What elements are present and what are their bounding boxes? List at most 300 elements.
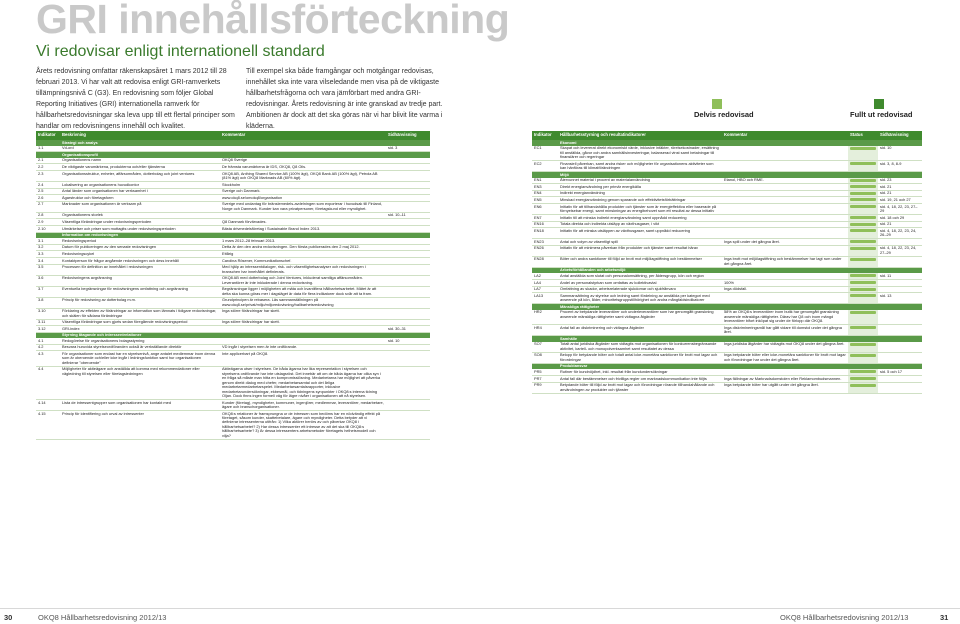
table-cell: 2.6 [36, 195, 60, 202]
table-cell: 3.10 [36, 308, 60, 319]
table-cell: Samhälle [558, 336, 722, 342]
table-row [532, 190, 922, 197]
status-cell [848, 190, 878, 197]
table-row [36, 164, 430, 171]
table-cell: EN28 [532, 256, 558, 267]
table-cell: 3.11 [36, 319, 60, 326]
table-cell: Detta är den den andra redovisningen. Den första publicerades den 2 maj 2012. [220, 244, 386, 251]
table-cell: EN1 [532, 178, 558, 184]
table-cell: LA7 [532, 286, 558, 293]
table-cell: Inga diskrimineringsmål har gått vidare till domstol under det gångna året. [722, 325, 848, 336]
table-row [532, 197, 922, 204]
table-cell: 3.6 [36, 275, 60, 286]
table-cell: Initiativ för att minimera påverkan från produkter och tjänster samt resultat härav [558, 245, 722, 256]
table-cell: Miljö [558, 172, 722, 178]
status-cell [848, 310, 878, 325]
status-indicator-bar [850, 384, 876, 387]
table-row [36, 251, 430, 258]
table-cell [386, 257, 430, 264]
table-cell [386, 188, 430, 195]
table-cell: 4.3 [36, 351, 60, 366]
table-cell: Eventuella begränsningar för redovisningens omfattning och avgränsning [60, 286, 220, 297]
table-row [532, 352, 922, 363]
table-cell [878, 239, 922, 246]
table-cell: Initiativ för att minska utsläppen av växthusgaser, samt uppnådd reducering [558, 228, 722, 239]
table-cell: Q8 Danmark förvärvades. [220, 219, 386, 226]
table-row [36, 212, 430, 219]
legend-full-swatch [874, 99, 884, 109]
table-cell [386, 170, 430, 181]
table-cell: HR4 [532, 325, 558, 336]
table-cell: Redovisningens avgränsning [60, 275, 220, 286]
table-cell: Arbetsförhållanden och arbetsmiljö [558, 267, 722, 273]
table-row [36, 366, 430, 399]
table-cell: Utmärkelser och priser som mottagits under redovisningsperioden [60, 225, 220, 232]
gri-index-table-left [36, 131, 430, 440]
table-cell: PR7 [532, 375, 558, 382]
status-cell [848, 146, 878, 161]
table-cell: Lista de intressentgrupper som organisationen har kontakt med [60, 399, 220, 410]
table-cell [722, 293, 848, 304]
table-cell: Antal fall av diskriminering och vidtagna åtgärder [558, 325, 722, 336]
table-cell: EN18 [532, 228, 558, 239]
table-cell: 3.3 [36, 251, 60, 258]
table-cell: Inga brott mot miljölagstiftning och bestämmelser har lagt rum under det gångna året. [722, 256, 848, 267]
table-cell [386, 219, 430, 226]
table-cell: Besvara huruvida styrelseordföranden också är verkställande direktör [60, 344, 220, 351]
table-cell: Mänskliga rättigheter [558, 304, 722, 310]
table-cell [386, 366, 430, 399]
table-cell: 2.9 [36, 219, 60, 226]
table-cell: Begränsningar ligger i möjligheten att mäta och kvantifiera hållbarhetsarbetet. Mätet är att detta ska kunna göras mer i dagsläget är data för flera indikatorer dock svår att ta fram. [220, 286, 386, 297]
status-cell [848, 184, 878, 191]
table-row [532, 279, 922, 286]
status-indicator-bar [850, 294, 876, 297]
status-indicator-bar [850, 179, 876, 182]
table-row [36, 264, 430, 275]
table-row [532, 325, 922, 336]
table-cell: OKQ8 AB, Anthing Shared Service AB (100% ägt), OKQ8 Bank AB (100% ägt), Petrola AB (81% ägt) och OKQ8 Marknads AB (60% ägt). [220, 170, 386, 181]
table-cell: Princip för identifiering och urval av intressenter [60, 410, 220, 439]
table-cell: Initiativ för att tillhandahålla produkter och tjänster som är energieffektiva eller baserade på förnyelsebar energi, samt minskningar av energibehovet som ett resultat av dessa initiativ [558, 203, 722, 214]
table-cell [386, 399, 430, 410]
table-cell [386, 244, 430, 251]
table-cell: Carolina Rösener, Kommunikationschef. [220, 257, 386, 264]
status-indicator-bar [850, 281, 876, 284]
table-cell: De viktigaste varumärkena, produkterna och/eller tjänsterna [60, 164, 220, 171]
status-cell [848, 352, 878, 363]
legend-partial-label: Delvis redovisad [694, 110, 754, 119]
table-cell: Antal länder som organisationen har verksamhet i [60, 188, 220, 195]
table-cell: PR9 [532, 382, 558, 393]
status-indicator-bar [850, 354, 876, 357]
table-row [532, 161, 922, 172]
table-cell: Ettårig [220, 251, 386, 258]
table-cell: Sverige och Danmark. [220, 188, 386, 195]
table-cell [722, 190, 848, 197]
intro-paragraph-right: Till exempel ska både framgångar och motgångar redovisas, innehållet ska inte vara vilseledande men visa på de viktigaste hållbarhetsfrågorna och vara jämförbart med andra GRI-redovisningar. Årets redovisning är inte granskad av tredje part. Ambitionen är dock att det ska göras när vi har blivit lite varma i kläderna. [246, 68, 443, 130]
table-cell: Etanol, HBO och RME. [722, 178, 848, 184]
table-row [532, 146, 922, 161]
table-cell: EN7 [532, 214, 558, 221]
status-indicator-bar [850, 288, 876, 291]
status-cell [848, 245, 878, 256]
table-cell: Princip för redovisning av dotterbolag m.m. [60, 297, 220, 308]
table-cell [878, 256, 922, 267]
table-row [532, 342, 922, 353]
table-cell: 3.4 [36, 257, 60, 264]
table-cell: Andel av personalstyrkan som omfattas av kollektivavtal [558, 279, 722, 286]
table-cell: Kontaktperson för frågor angående redovisningen och dess innehåll [60, 257, 220, 264]
table-cell: Rutiner för kundnöjdhet, inkl. resultat från kundundersökningar [558, 369, 722, 375]
page-number-right: 31 [940, 613, 949, 622]
table-cell: Aktieägarna utser i styrelsen. De båda ägarna har lika representation i styrelsen och styrelsens ordförande har inte utslagsröst. Det innebär att om de båda ägarna har olika syn i en fråga så måste man hitta en kompromisslösning. Medarbetarna har möjlighet att påverka genom direkt dialog med chefer, medarbetarsamtal och det årliga medarbetarmedarbetarspelet. Medarbetarsamtalsrapporter, inklusive medarbetarundersökningar, ekbesmål, och tidningens synpunkter i OKQ8:s interna tidning Oljan. Dock finns ingen formell väg för lägre nivåer i organisationen att nå styrelsen. [220, 366, 386, 399]
table-cell: 2.1 [36, 158, 60, 164]
table-cell: SO7 [532, 342, 558, 353]
table-cell [722, 245, 848, 256]
table-row [36, 244, 430, 251]
table-cell: De främsta varumärkena är IDS, OKQ8, Q8 Oils. [220, 164, 386, 171]
table-cell: sid. 21 [878, 221, 922, 228]
table-cell [386, 344, 430, 351]
table-cell: sid. 4, 18, 22, 23, 24, 26–29 [878, 228, 922, 239]
table-cell: sid. 13 [878, 293, 922, 304]
table-cell: Marknader som organisationen är verksam på [60, 201, 220, 212]
table-cell: EN26 [532, 245, 558, 256]
table-cell [722, 221, 848, 228]
status-indicator-bar [850, 198, 876, 201]
table-cell: VD ingår i styrelsen men är inte ordförande. [220, 344, 386, 351]
intro-paragraph-left: Årets redovisning omfattar räkenskapsåret 1 mars 2012 till 28 februari 2013. Vi har valt att redovisa enligt GRI-ramverkets tillämpningsnivå C (G3). En redovisning som följer Global Reporting Initiatives (GRI) internationella ramverk för hållbarhetsredovisningar ska leva upp till ett flertal principer som handlar om redovisningens innehåll och kvalitet. [36, 68, 235, 130]
column-header: Sidhänvisning [386, 131, 430, 140]
status-cell [848, 214, 878, 221]
table-cell [722, 197, 848, 204]
table-row [532, 310, 922, 325]
table-cell: sid. 4, 18, 22, 23, 27–29 [878, 203, 922, 214]
status-indicator-bar [850, 274, 876, 277]
page-title: GRI innehållsförteckning [36, 0, 510, 42]
status-indicator-bar [850, 377, 876, 380]
table-row [36, 257, 430, 264]
status-indicator-bar [850, 229, 876, 232]
status-cell [848, 382, 878, 393]
table-cell: HR2 [532, 310, 558, 325]
table-row [532, 286, 922, 293]
table-cell [386, 164, 430, 171]
table-cell: sid. 10 [878, 146, 922, 161]
column-header: Hållbarhetsstyrning och resultatindikatorer [558, 131, 722, 140]
table-cell: OKQ8 Sverige [220, 158, 386, 164]
status-cell [848, 161, 878, 172]
table-row [532, 256, 922, 267]
table-cell: Skapat och levererat direkt ekonomiskt värde, inklusive intäkter, rörelsekostnader, ersättning till anställda, gåvor och andra samhällsinvesteringar, balanserad vinst samt betalningar till finansiärer och regeringar [558, 146, 722, 161]
table-row [36, 344, 430, 351]
table-cell [878, 310, 922, 325]
table-cell [878, 375, 922, 382]
table-header-row [532, 131, 922, 140]
table-cell: För organisationer som endast har en styrelsenivå, ange antalet medlemmar inom denna som är oberoende och/eller icke ingår i ledningsfunktion samt hur organisationen definierar "oberoende" [60, 351, 220, 366]
status-indicator-bar [850, 240, 876, 243]
table-cell: Finansiell påverkan, samt andra risker och möjligheter för organisationens aktiviteter som kan hänföras till klimatförändringen [558, 161, 722, 172]
table-cell [386, 225, 430, 232]
table-cell: Inga fällningar av Marknadsdomstolen eller Reklamombudsmannen. [722, 375, 848, 382]
table-row [36, 181, 430, 188]
table-cell: Belopp för betydande böter och totalt antal icke-monetära sanktioner för brott mot lagar och förordningar [558, 352, 722, 363]
status-indicator-bar [850, 162, 876, 165]
column-header: Status [848, 131, 878, 140]
column-header: Kommentar [722, 131, 848, 140]
status-indicator-bar [850, 247, 876, 250]
table-cell: EN16 [532, 221, 558, 228]
table-cell: Betydande böter till följd av brott mot lagar och förordningar rörande tillhandahållande och användningen av produkter och tjänster [558, 382, 722, 393]
table-cell: Totala direkta och indirekta utsläpp av växthusgaser, i vikt [558, 221, 722, 228]
table-cell: Styrning åtagande och intressentrelationer [60, 332, 220, 338]
table-cell: Inga dödsfall. [722, 286, 848, 293]
table-cell [722, 161, 848, 172]
table-cell: sid. 18 och 29 [878, 214, 922, 221]
table-cell: Stockholm [220, 181, 386, 188]
table-row [36, 297, 430, 308]
table-cell: Inte applicerbart på OKQ8. [220, 351, 386, 366]
footer-text-right: OKQ8 Hållbarhetsredovisning 2012/13 [780, 613, 909, 622]
page-number-left: 30 [4, 613, 13, 622]
table-cell: EN3 [532, 184, 558, 191]
column-header: Indikator [36, 131, 60, 140]
table-cell: Inga spill under det gångna året. [722, 239, 848, 246]
table-cell: Antal fall där bestämmelser och frivilliga regler om marknadskommunikation inte följts [558, 375, 722, 382]
status-cell [848, 197, 878, 204]
table-cell: 100% [722, 279, 848, 286]
status-cell [848, 325, 878, 336]
table-cell: Organisationens namn [60, 158, 220, 164]
column-header: Beskrivning [60, 131, 220, 140]
table-cell: Sverige med undantag för bränslemedels-avdelningen som exporterar i huvudsak till Finland, Norge och Danmark. Kunder kan vara privatpersoner, företagskund eller myndighet. [220, 201, 386, 212]
table-cell [722, 203, 848, 214]
table-row [36, 399, 430, 410]
table-cell: Direkt energianvändning per primär energikälla [558, 184, 722, 191]
table-cell: OKQ8 AB med dotterbolag och Joint Ventures, inkluderat samtliga affärsområden. Leverantörer är inte inkluderade i denna redovisning. [220, 275, 386, 286]
table-header-row [36, 131, 430, 140]
table-cell: 3.7 [36, 286, 60, 297]
table-cell: Ekonomi [558, 140, 722, 146]
table-row [36, 188, 430, 195]
table-cell: Lokalisering av organisationens huvudkontor [60, 181, 220, 188]
table-cell [878, 382, 922, 393]
table-cell: sid. 30–31 [386, 326, 430, 333]
table-row [36, 351, 430, 366]
status-indicator-bar [850, 258, 876, 261]
table-cell: sid. 10 [386, 338, 430, 344]
table-cell: Organisationsprofil [60, 152, 220, 158]
table-cell: 2.4 [36, 181, 60, 188]
table-cell: EN4 [532, 190, 558, 197]
page-subtitle: Vi redovisar enligt internationell standard [36, 43, 325, 60]
table-cell: LA4 [532, 279, 558, 286]
status-indicator-bar [850, 216, 876, 219]
table-cell: Vd-ord [60, 146, 220, 152]
table-cell: Inga större förändringar har skett. [220, 308, 386, 319]
table-cell: 1 mars 2012–28 februari 2013. [220, 238, 386, 244]
table-cell: 3.1 [36, 238, 60, 244]
table-row [36, 326, 430, 333]
table-cell: 2.7 [36, 201, 60, 212]
table-row [532, 293, 922, 304]
table-cell [386, 201, 430, 212]
table-cell [878, 352, 922, 363]
table-cell: 2.2 [36, 164, 60, 171]
table-row [532, 184, 922, 191]
table-cell: LA2 [532, 273, 558, 279]
status-indicator-bar [850, 205, 876, 208]
table-cell: Produktansvar [558, 363, 722, 369]
legend-full-label: Fullt ut redovisad [850, 110, 913, 119]
table-cell: Organisationens storlek [60, 212, 220, 219]
table-row [36, 201, 430, 212]
table-cell [386, 181, 430, 188]
table-cell: sid. 3, 8, 8-9 [878, 161, 922, 172]
table-cell: Procent av betydande leverantörer och underleverantörer som har genomgått granskning avseende mänskliga rättigheter samt vidtagna åtgärder [558, 310, 722, 325]
status-indicator-bar [850, 343, 876, 346]
table-cell: EN23 [532, 239, 558, 246]
table-cell [386, 351, 430, 366]
table-cell: Inga juridiska åtgärder har vidtagits mot OKQ8 under det gångna året. [722, 342, 848, 353]
table-cell: sid. 10–11 [386, 212, 430, 219]
table-cell: sid. 4, 18, 22, 23, 24, 27–29 [878, 245, 922, 256]
table-cell: EC2 [532, 161, 558, 172]
table-cell: sid. 3 [386, 146, 430, 152]
table-cell: sid. 21 [878, 184, 922, 191]
table-row [532, 221, 922, 228]
table-cell [386, 275, 430, 286]
status-cell [848, 239, 878, 246]
table-cell: Ägarstruktur och företagsform [60, 195, 220, 202]
table-cell: Återvunnet material i procent av materialanvändning [558, 178, 722, 184]
table-cell [386, 308, 430, 319]
table-cell: Redovisningsperiod [60, 238, 220, 244]
table-cell: Omfattning av skador, arbetsrelaterade sjukdomar och sjukfrånvaro [558, 286, 722, 293]
table-cell [878, 325, 922, 336]
status-indicator-bar [850, 185, 876, 188]
table-cell: Antal och volym av väsentligt spill [558, 239, 722, 246]
table-cell: 3.12 [36, 326, 60, 333]
status-cell [848, 342, 878, 353]
table-cell: 3.8 [36, 297, 60, 308]
table-cell: sid. 23 [878, 178, 922, 184]
table-cell: EN6 [532, 203, 558, 214]
status-cell [848, 286, 878, 293]
footer-text-left: OKQ8 Hållbarhetsredovisning 2012/13 [38, 613, 167, 622]
table-cell: Kunder (företag), myndigheter, kommuner, ingenjörer, medlemmar, leverantörer, medarbetare, ägare och branschorganisationer. [220, 399, 386, 410]
table-cell: Processen för definition av innehållet i redovisningen [60, 264, 220, 275]
status-cell [848, 375, 878, 382]
table-cell: sid. 11 [878, 273, 922, 279]
table-cell [386, 286, 430, 297]
status-cell [848, 279, 878, 286]
table-cell: Initiativ till att minska indirekt energianvändning samt uppnådd reducering [558, 214, 722, 221]
table-cell [386, 410, 430, 439]
table-cell: Med hjälp av intressentdialoger, risk- och väsentlighetsanalyser och redovisningen i branschen har innehållet definierats. [220, 264, 386, 275]
table-row [532, 228, 922, 239]
table-row [532, 214, 922, 221]
table-cell: Inga betydande böter eller icke-monetära sanktioner för brott mot lagar och förordningar har under det gångna året. [722, 352, 848, 363]
table-cell: EC1 [532, 146, 558, 161]
table-row [36, 275, 430, 286]
table-cell: 2.8 [36, 212, 60, 219]
table-cell: Datum för publiceringen av den senaste redovisningen [60, 244, 220, 251]
table-cell: sid. 21 [878, 190, 922, 197]
table-cell: sid. 19, 21 och 27 [878, 197, 922, 204]
table-cell: 1.1 [36, 146, 60, 152]
status-cell [848, 221, 878, 228]
status-indicator-bar [850, 311, 876, 314]
table-cell: Minskad energianvändning genom sparande och effektivitetsförbättringar [558, 197, 722, 204]
table-row [532, 382, 922, 393]
table-cell [722, 184, 848, 191]
table-cell: Organisationsstruktur, enheter, affärsområden, dotterbolag och joint ventures [60, 170, 220, 181]
table-cell: Information om redovisningen [60, 232, 220, 238]
status-cell [848, 203, 878, 214]
table-cell: SO8 [532, 352, 558, 363]
table-cell: Böter och andra sanktioner till följd av brott mot miljölagstiftning och bestämmelser [558, 256, 722, 267]
status-cell [848, 256, 878, 267]
table-cell: www.okq8.se/omokq8/organisation [220, 195, 386, 202]
column-header: Sidhänvisning [878, 131, 922, 140]
table-cell: Inga betydande böter har utgått under det gångna året. [722, 382, 848, 393]
table-cell: Strategi och analys [60, 140, 220, 146]
table-row [36, 308, 430, 319]
table-cell: 4.1 [36, 338, 60, 344]
table-cell: sid. 5 och 17 [878, 369, 922, 375]
table-cell: 2.10 [36, 225, 60, 232]
table-row [36, 286, 430, 297]
status-indicator-bar [850, 223, 876, 226]
table-cell: Möjligheter för aktieägare och anställda att komma med rekommendationer eller vägledning till styrelsen eller företagsledningen [60, 366, 220, 399]
table-cell [386, 264, 430, 275]
table-cell [722, 214, 848, 221]
table-cell: EN5 [532, 197, 558, 204]
table-cell [878, 286, 922, 293]
status-cell [848, 228, 878, 239]
table-cell: Förklaring av effekten av förändringar av information som lämnats i tidigare redovisningar, och skälen för sådana förändringar [60, 308, 220, 319]
table-cell: Bästa drivmedelsföretag i Sustainable Brand Index 2013. [220, 225, 386, 232]
table-cell: Väsentliga förändringar som gjorts sedan föregående redovisningsperiod [60, 319, 220, 326]
table-cell: Redogörelse för organisationens bolagsstyrning [60, 338, 220, 344]
table-cell: 2.5 [36, 188, 60, 195]
table-cell: LA13 [532, 293, 558, 304]
table-cell: Inga större förändringar har skett. [220, 319, 386, 326]
table-cell [386, 251, 430, 258]
table-cell: 4.2 [36, 344, 60, 351]
table-cell: 4.15 [36, 410, 60, 439]
legend-partial-swatch [712, 99, 722, 109]
column-header: Indikator [532, 131, 558, 140]
table-row [532, 239, 922, 246]
table-cell [386, 319, 430, 326]
table-cell: GRI-index [60, 326, 220, 333]
table-cell [722, 228, 848, 239]
table-cell: Totalt antal juridiska åtgärder som vidtagits mot organisationen för konkurrensbegränsande aktivitet, kartell- och monopolverksamhet samt resultatet av dessa [558, 342, 722, 353]
table-cell [878, 279, 922, 286]
table-cell: PR5 [532, 369, 558, 375]
table-cell: Antal anställda som slutat och personalomsättning, per åldersgrupp, kön och region [558, 273, 722, 279]
column-header: Kommentar [220, 131, 386, 140]
table-cell: 4.14 [36, 399, 60, 410]
table-row [36, 219, 430, 226]
status-indicator-bar [850, 370, 876, 373]
table-cell: 3.2 [36, 244, 60, 251]
table-row [532, 245, 922, 256]
table-cell: 2.3 [36, 170, 60, 181]
